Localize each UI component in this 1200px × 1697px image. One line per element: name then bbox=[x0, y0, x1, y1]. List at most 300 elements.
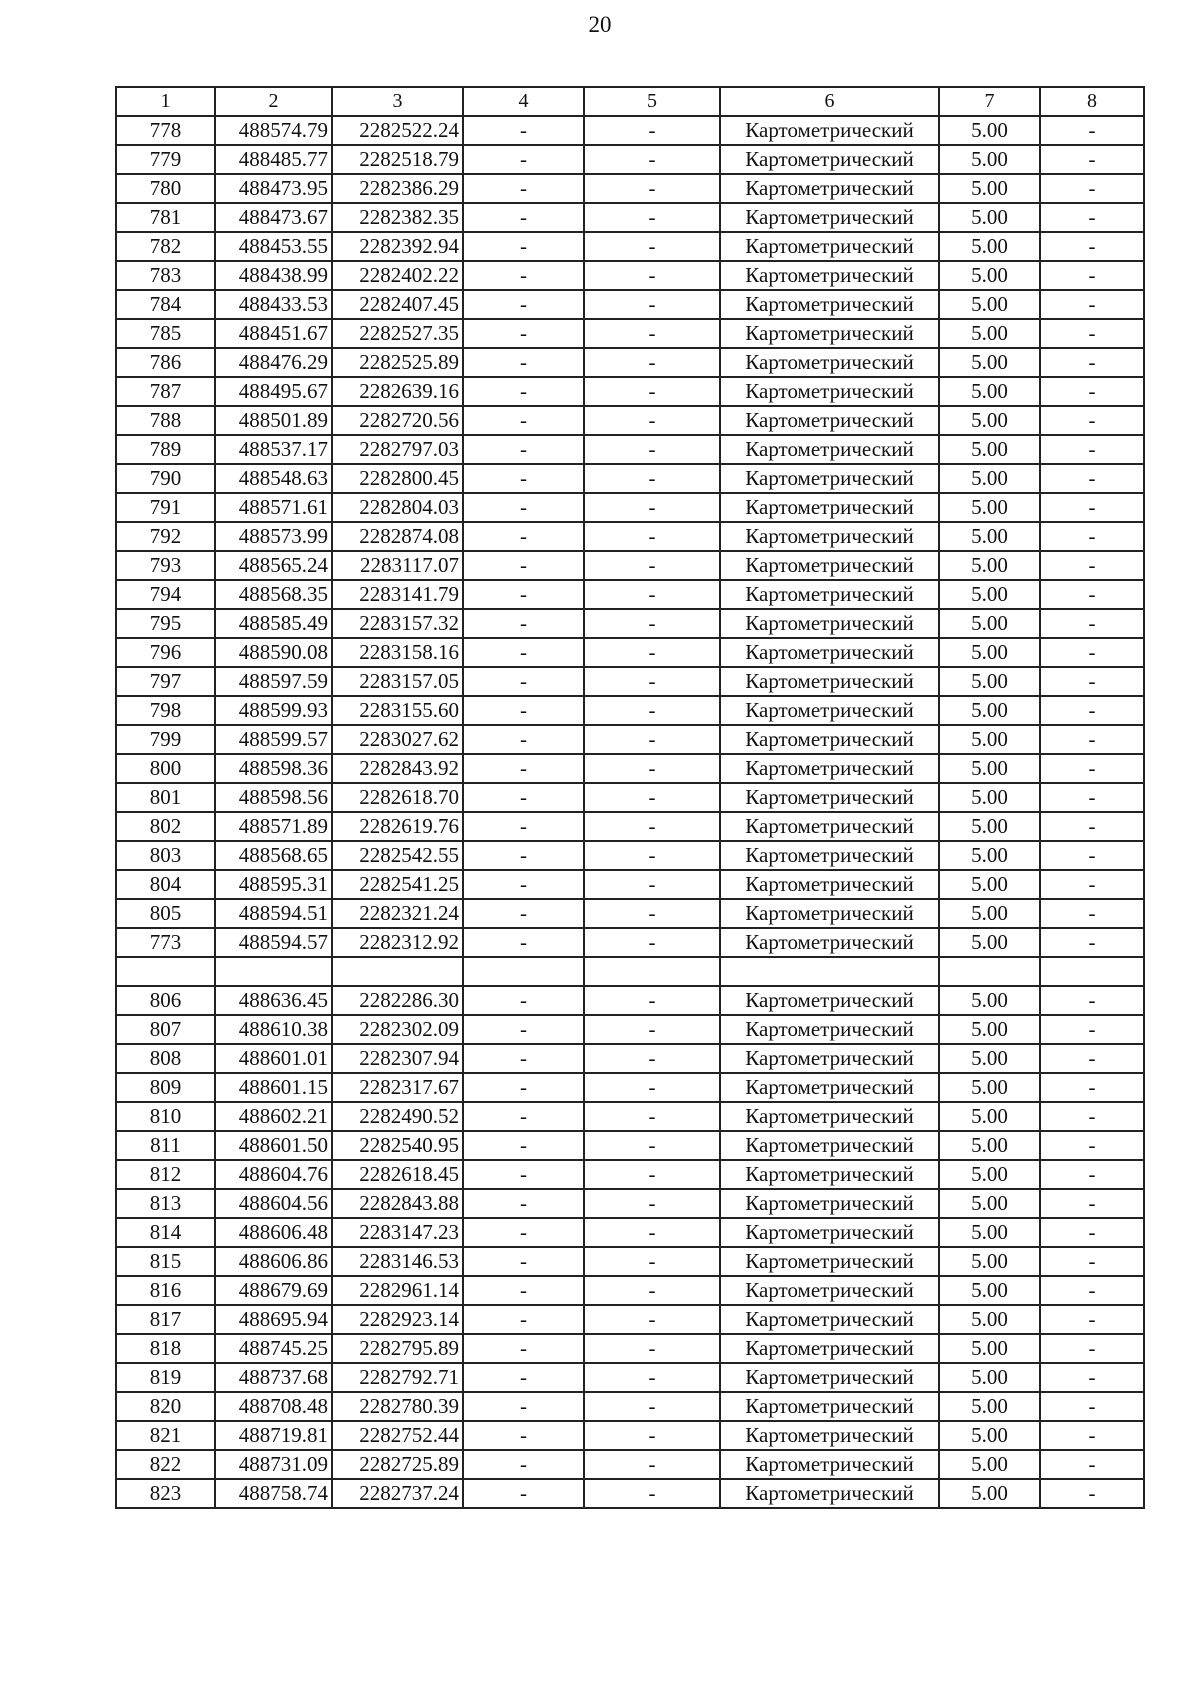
cell-point-number: 800 bbox=[116, 754, 215, 783]
table-row bbox=[116, 261, 1144, 290]
cell-col-5: - bbox=[584, 116, 720, 145]
cell-accuracy: 5.00 bbox=[939, 464, 1040, 493]
cell-y-coordinate: 2282792.71 bbox=[332, 1363, 463, 1392]
cell-y-coordinate: 2282752.44 bbox=[332, 1421, 463, 1450]
cell-point-number: 785 bbox=[116, 319, 215, 348]
cell-accuracy: 5.00 bbox=[939, 1479, 1040, 1508]
cell-x-coordinate: 488473.67 bbox=[215, 203, 332, 232]
cell-method: Картометрический bbox=[720, 870, 939, 899]
column-header-2: 2 bbox=[215, 87, 332, 116]
cell-point-number: 782 bbox=[116, 232, 215, 261]
cell-col-8: - bbox=[1040, 1073, 1144, 1102]
cell-x-coordinate: 488745.25 bbox=[215, 1334, 332, 1363]
cell-col-4: - bbox=[463, 1450, 584, 1479]
cell-method bbox=[720, 957, 939, 986]
cell-method: Картометрический bbox=[720, 725, 939, 754]
cell-method: Картометрический bbox=[720, 406, 939, 435]
cell-x-coordinate: 488594.51 bbox=[215, 899, 332, 928]
cell-col-4: - bbox=[463, 348, 584, 377]
cell-y-coordinate: 2282321.24 bbox=[332, 899, 463, 928]
cell-y-coordinate: 2283147.23 bbox=[332, 1218, 463, 1247]
column-header-3: 3 bbox=[332, 87, 463, 116]
table-row bbox=[116, 957, 1144, 986]
cell-col-8: - bbox=[1040, 1276, 1144, 1305]
cell-accuracy: 5.00 bbox=[939, 348, 1040, 377]
cell-col-8: - bbox=[1040, 667, 1144, 696]
cell-point-number: 804 bbox=[116, 870, 215, 899]
cell-col-4: - bbox=[463, 1218, 584, 1247]
cell-accuracy: 5.00 bbox=[939, 783, 1040, 812]
cell-x-coordinate: 488473.95 bbox=[215, 174, 332, 203]
cell-y-coordinate: 2282800.45 bbox=[332, 464, 463, 493]
cell-method: Картометрический bbox=[720, 638, 939, 667]
cell-method: Картометрический bbox=[720, 754, 939, 783]
cell-x-coordinate: 488695.94 bbox=[215, 1305, 332, 1334]
table-row bbox=[116, 1015, 1144, 1044]
cell-y-coordinate: 2282961.14 bbox=[332, 1276, 463, 1305]
cell-method: Картометрический bbox=[720, 522, 939, 551]
cell-accuracy: 5.00 bbox=[939, 1450, 1040, 1479]
cell-method: Картометрический bbox=[720, 812, 939, 841]
cell-col-8: - bbox=[1040, 145, 1144, 174]
cell-col-8: - bbox=[1040, 870, 1144, 899]
cell-col-8: - bbox=[1040, 290, 1144, 319]
cell-x-coordinate: 488604.76 bbox=[215, 1160, 332, 1189]
cell-x-coordinate: 488568.35 bbox=[215, 580, 332, 609]
cell-accuracy: 5.00 bbox=[939, 1305, 1040, 1334]
cell-x-coordinate: 488568.65 bbox=[215, 841, 332, 870]
cell-accuracy: 5.00 bbox=[939, 203, 1040, 232]
cell-y-coordinate: 2282619.76 bbox=[332, 812, 463, 841]
cell-col-8: - bbox=[1040, 1392, 1144, 1421]
table-row bbox=[116, 406, 1144, 435]
cell-x-coordinate: 488606.86 bbox=[215, 1247, 332, 1276]
cell-method: Картометрический bbox=[720, 1479, 939, 1508]
table-row bbox=[116, 435, 1144, 464]
table-row bbox=[116, 1276, 1144, 1305]
cell-y-coordinate: 2282639.16 bbox=[332, 377, 463, 406]
cell-col-5: - bbox=[584, 1392, 720, 1421]
cell-col-8: - bbox=[1040, 580, 1144, 609]
cell-method: Картометрический bbox=[720, 1218, 939, 1247]
cell-point-number: 823 bbox=[116, 1479, 215, 1508]
cell-accuracy: 5.00 bbox=[939, 1073, 1040, 1102]
cell-accuracy: 5.00 bbox=[939, 812, 1040, 841]
cell-point-number: 819 bbox=[116, 1363, 215, 1392]
cell-accuracy: 5.00 bbox=[939, 667, 1040, 696]
cell-col-8: - bbox=[1040, 261, 1144, 290]
cell-col-4: - bbox=[463, 1479, 584, 1508]
cell-method: Картометрический bbox=[720, 1392, 939, 1421]
cell-col-4: - bbox=[463, 551, 584, 580]
cell-col-5: - bbox=[584, 232, 720, 261]
cell-y-coordinate: 2282312.92 bbox=[332, 928, 463, 957]
cell-col-4 bbox=[463, 957, 584, 986]
cell-accuracy: 5.00 bbox=[939, 928, 1040, 957]
cell-accuracy: 5.00 bbox=[939, 1363, 1040, 1392]
cell-col-5: - bbox=[584, 899, 720, 928]
cell-y-coordinate: 2282382.35 bbox=[332, 203, 463, 232]
cell-point-number: 786 bbox=[116, 348, 215, 377]
cell-col-8: - bbox=[1040, 232, 1144, 261]
cell-x-coordinate: 488495.67 bbox=[215, 377, 332, 406]
column-header-5: 5 bbox=[584, 87, 720, 116]
cell-accuracy: 5.00 bbox=[939, 522, 1040, 551]
cell-x-coordinate: 488438.99 bbox=[215, 261, 332, 290]
table-row bbox=[116, 1305, 1144, 1334]
cell-point-number: 793 bbox=[116, 551, 215, 580]
cell-x-coordinate: 488451.67 bbox=[215, 319, 332, 348]
cell-col-4: - bbox=[463, 1160, 584, 1189]
table-row bbox=[116, 377, 1144, 406]
cell-y-coordinate: 2282302.09 bbox=[332, 1015, 463, 1044]
cell-point-number: 779 bbox=[116, 145, 215, 174]
cell-method: Картометрический bbox=[720, 580, 939, 609]
cell-col-4: - bbox=[463, 1247, 584, 1276]
cell-method: Картометрический bbox=[720, 1450, 939, 1479]
cell-accuracy: 5.00 bbox=[939, 174, 1040, 203]
cell-method: Картометрический bbox=[720, 1102, 939, 1131]
cell-method: Картометрический bbox=[720, 986, 939, 1015]
table-row bbox=[116, 551, 1144, 580]
cell-y-coordinate: 2283141.79 bbox=[332, 580, 463, 609]
cell-point-number: 796 bbox=[116, 638, 215, 667]
table-row bbox=[116, 1102, 1144, 1131]
cell-accuracy: 5.00 bbox=[939, 580, 1040, 609]
cell-col-8: - bbox=[1040, 754, 1144, 783]
cell-col-4: - bbox=[463, 580, 584, 609]
cell-col-5: - bbox=[584, 783, 720, 812]
cell-col-8: - bbox=[1040, 1102, 1144, 1131]
table-row bbox=[116, 1247, 1144, 1276]
cell-y-coordinate: 2282797.03 bbox=[332, 435, 463, 464]
cell-col-8: - bbox=[1040, 522, 1144, 551]
cell-x-coordinate: 488585.49 bbox=[215, 609, 332, 638]
cell-point-number: 814 bbox=[116, 1218, 215, 1247]
cell-col-4: - bbox=[463, 1334, 584, 1363]
cell-col-5: - bbox=[584, 1160, 720, 1189]
cell-col-5: - bbox=[584, 1189, 720, 1218]
cell-accuracy: 5.00 bbox=[939, 870, 1040, 899]
cell-col-5: - bbox=[584, 870, 720, 899]
table-row bbox=[116, 1334, 1144, 1363]
cell-y-coordinate: 2282317.67 bbox=[332, 1073, 463, 1102]
cell-accuracy: 5.00 bbox=[939, 493, 1040, 522]
table-row bbox=[116, 464, 1144, 493]
cell-point-number: 773 bbox=[116, 928, 215, 957]
cell-col-4: - bbox=[463, 1421, 584, 1450]
cell-accuracy bbox=[939, 957, 1040, 986]
cell-x-coordinate: 488708.48 bbox=[215, 1392, 332, 1421]
cell-y-coordinate: 2283155.60 bbox=[332, 696, 463, 725]
cell-method: Картометрический bbox=[720, 1160, 939, 1189]
cell-point-number: 805 bbox=[116, 899, 215, 928]
cell-col-8: - bbox=[1040, 638, 1144, 667]
cell-col-4: - bbox=[463, 522, 584, 551]
cell-y-coordinate: 2282737.24 bbox=[332, 1479, 463, 1508]
cell-col-4: - bbox=[463, 406, 584, 435]
table-row bbox=[116, 1189, 1144, 1218]
cell-y-coordinate: 2282525.89 bbox=[332, 348, 463, 377]
cell-point-number: 816 bbox=[116, 1276, 215, 1305]
cell-y-coordinate: 2282402.22 bbox=[332, 261, 463, 290]
cell-col-5: - bbox=[584, 174, 720, 203]
cell-col-4: - bbox=[463, 812, 584, 841]
cell-col-8: - bbox=[1040, 1131, 1144, 1160]
cell-col-4: - bbox=[463, 203, 584, 232]
cell-point-number: 780 bbox=[116, 174, 215, 203]
cell-y-coordinate: 2282618.70 bbox=[332, 783, 463, 812]
cell-col-5: - bbox=[584, 203, 720, 232]
cell-col-8: - bbox=[1040, 928, 1144, 957]
cell-col-8: - bbox=[1040, 1015, 1144, 1044]
cell-x-coordinate: 488606.48 bbox=[215, 1218, 332, 1247]
cell-point-number: 787 bbox=[116, 377, 215, 406]
table-row bbox=[116, 1073, 1144, 1102]
cell-col-4: - bbox=[463, 725, 584, 754]
cell-point-number: 803 bbox=[116, 841, 215, 870]
cell-col-5: - bbox=[584, 493, 720, 522]
cell-point-number: 811 bbox=[116, 1131, 215, 1160]
cell-method: Картометрический bbox=[720, 609, 939, 638]
cell-accuracy: 5.00 bbox=[939, 290, 1040, 319]
cell-col-5: - bbox=[584, 377, 720, 406]
table-row bbox=[116, 580, 1144, 609]
cell-col-8 bbox=[1040, 957, 1144, 986]
cell-accuracy: 5.00 bbox=[939, 986, 1040, 1015]
cell-col-4: - bbox=[463, 145, 584, 174]
cell-col-8: - bbox=[1040, 1421, 1144, 1450]
cell-col-5: - bbox=[584, 1334, 720, 1363]
cell-col-5: - bbox=[584, 1247, 720, 1276]
cell-y-coordinate: 2282542.55 bbox=[332, 841, 463, 870]
cell-col-8: - bbox=[1040, 493, 1144, 522]
cell-y-coordinate: 2282527.35 bbox=[332, 319, 463, 348]
table-row bbox=[116, 783, 1144, 812]
cell-point-number: 801 bbox=[116, 783, 215, 812]
cell-col-8: - bbox=[1040, 174, 1144, 203]
cell-y-coordinate: 2282804.03 bbox=[332, 493, 463, 522]
cell-y-coordinate: 2283117.07 bbox=[332, 551, 463, 580]
table-row bbox=[116, 638, 1144, 667]
table-row bbox=[116, 1479, 1144, 1508]
cell-col-4: - bbox=[463, 174, 584, 203]
cell-col-8: - bbox=[1040, 464, 1144, 493]
cell-method: Картометрический bbox=[720, 290, 939, 319]
column-header-1: 1 bbox=[116, 87, 215, 116]
cell-y-coordinate: 2282541.25 bbox=[332, 870, 463, 899]
cell-col-8: - bbox=[1040, 203, 1144, 232]
cell-point-number: 810 bbox=[116, 1102, 215, 1131]
cell-y-coordinate: 2282540.95 bbox=[332, 1131, 463, 1160]
table-row bbox=[116, 1160, 1144, 1189]
cell-accuracy: 5.00 bbox=[939, 1392, 1040, 1421]
cell-method: Картометрический bbox=[720, 1131, 939, 1160]
cell-col-4: - bbox=[463, 1189, 584, 1218]
cell-x-coordinate: 488453.55 bbox=[215, 232, 332, 261]
cell-col-4: - bbox=[463, 986, 584, 1015]
cell-col-5: - bbox=[584, 1015, 720, 1044]
cell-point-number: 789 bbox=[116, 435, 215, 464]
table-row bbox=[116, 696, 1144, 725]
cell-col-5: - bbox=[584, 1102, 720, 1131]
cell-accuracy: 5.00 bbox=[939, 899, 1040, 928]
cell-method: Картометрический bbox=[720, 696, 939, 725]
cell-point-number bbox=[116, 957, 215, 986]
cell-col-5: - bbox=[584, 928, 720, 957]
cell-point-number: 791 bbox=[116, 493, 215, 522]
cell-col-8: - bbox=[1040, 1363, 1144, 1392]
cell-accuracy: 5.00 bbox=[939, 435, 1040, 464]
cell-point-number: 792 bbox=[116, 522, 215, 551]
cell-y-coordinate: 2282923.14 bbox=[332, 1305, 463, 1334]
cell-y-coordinate: 2282522.24 bbox=[332, 116, 463, 145]
cell-col-4: - bbox=[463, 1044, 584, 1073]
cell-method: Картометрический bbox=[720, 174, 939, 203]
cell-y-coordinate: 2282843.88 bbox=[332, 1189, 463, 1218]
cell-col-5: - bbox=[584, 841, 720, 870]
cell-accuracy: 5.00 bbox=[939, 1247, 1040, 1276]
cell-accuracy: 5.00 bbox=[939, 1276, 1040, 1305]
cell-x-coordinate: 488636.45 bbox=[215, 986, 332, 1015]
cell-x-coordinate: 488604.56 bbox=[215, 1189, 332, 1218]
cell-point-number: 815 bbox=[116, 1247, 215, 1276]
cell-col-8: - bbox=[1040, 1305, 1144, 1334]
cell-col-8: - bbox=[1040, 609, 1144, 638]
cell-x-coordinate: 488573.99 bbox=[215, 522, 332, 551]
cell-point-number: 809 bbox=[116, 1073, 215, 1102]
cell-col-4: - bbox=[463, 232, 584, 261]
cell-x-coordinate: 488602.21 bbox=[215, 1102, 332, 1131]
cell-y-coordinate: 2283158.16 bbox=[332, 638, 463, 667]
table-row bbox=[116, 1450, 1144, 1479]
table-row bbox=[116, 1421, 1144, 1450]
cell-method: Картометрический bbox=[720, 899, 939, 928]
table-row bbox=[116, 609, 1144, 638]
cell-method: Картометрический bbox=[720, 1044, 939, 1073]
cell-y-coordinate: 2282392.94 bbox=[332, 232, 463, 261]
cell-x-coordinate: 488737.68 bbox=[215, 1363, 332, 1392]
table-row bbox=[116, 1044, 1144, 1073]
cell-point-number: 799 bbox=[116, 725, 215, 754]
cell-point-number: 806 bbox=[116, 986, 215, 1015]
table-row bbox=[116, 812, 1144, 841]
cell-col-8: - bbox=[1040, 1479, 1144, 1508]
cell-accuracy: 5.00 bbox=[939, 232, 1040, 261]
cell-col-4: - bbox=[463, 1305, 584, 1334]
cell-col-8: - bbox=[1040, 1334, 1144, 1363]
cell-col-4: - bbox=[463, 116, 584, 145]
cell-accuracy: 5.00 bbox=[939, 696, 1040, 725]
cell-col-8: - bbox=[1040, 116, 1144, 145]
cell-col-5: - bbox=[584, 406, 720, 435]
table-row bbox=[116, 870, 1144, 899]
cell-method: Картометрический bbox=[720, 1276, 939, 1305]
cell-col-4: - bbox=[463, 1363, 584, 1392]
cell-method: Картометрический bbox=[720, 1073, 939, 1102]
cell-x-coordinate: 488758.74 bbox=[215, 1479, 332, 1508]
cell-col-5: - bbox=[584, 696, 720, 725]
cell-col-5: - bbox=[584, 754, 720, 783]
cell-col-4: - bbox=[463, 696, 584, 725]
cell-col-8: - bbox=[1040, 783, 1144, 812]
cell-y-coordinate: 2282286.30 bbox=[332, 986, 463, 1015]
cell-col-8: - bbox=[1040, 377, 1144, 406]
table-row bbox=[116, 522, 1144, 551]
table-body bbox=[116, 116, 1144, 1508]
table-row bbox=[116, 667, 1144, 696]
cell-point-number: 812 bbox=[116, 1160, 215, 1189]
cell-col-5: - bbox=[584, 1363, 720, 1392]
coordinates-table bbox=[115, 86, 1145, 1509]
cell-y-coordinate: 2282780.39 bbox=[332, 1392, 463, 1421]
cell-point-number: 807 bbox=[116, 1015, 215, 1044]
cell-method: Картометрический bbox=[720, 116, 939, 145]
cell-y-coordinate: 2282843.92 bbox=[332, 754, 463, 783]
cell-accuracy: 5.00 bbox=[939, 1160, 1040, 1189]
cell-accuracy: 5.00 bbox=[939, 841, 1040, 870]
cell-x-coordinate: 488590.08 bbox=[215, 638, 332, 667]
cell-col-4: - bbox=[463, 377, 584, 406]
cell-method: Картометрический bbox=[720, 928, 939, 957]
cell-x-coordinate: 488594.57 bbox=[215, 928, 332, 957]
table-row bbox=[116, 145, 1144, 174]
cell-col-4: - bbox=[463, 754, 584, 783]
cell-point-number: 820 bbox=[116, 1392, 215, 1421]
cell-point-number: 802 bbox=[116, 812, 215, 841]
cell-point-number: 778 bbox=[116, 116, 215, 145]
cell-accuracy: 5.00 bbox=[939, 1015, 1040, 1044]
cell-x-coordinate: 488571.89 bbox=[215, 812, 332, 841]
cell-x-coordinate: 488476.29 bbox=[215, 348, 332, 377]
table-row bbox=[116, 754, 1144, 783]
cell-accuracy: 5.00 bbox=[939, 1218, 1040, 1247]
cell-point-number: 797 bbox=[116, 667, 215, 696]
cell-col-4: - bbox=[463, 638, 584, 667]
cell-col-5: - bbox=[584, 1073, 720, 1102]
cell-y-coordinate: 2282618.45 bbox=[332, 1160, 463, 1189]
cell-col-8: - bbox=[1040, 406, 1144, 435]
cell-col-4: - bbox=[463, 1131, 584, 1160]
cell-col-8: - bbox=[1040, 1044, 1144, 1073]
cell-point-number: 818 bbox=[116, 1334, 215, 1363]
table-row bbox=[116, 986, 1144, 1015]
cell-x-coordinate: 488610.38 bbox=[215, 1015, 332, 1044]
cell-method: Картометрический bbox=[720, 435, 939, 464]
cell-col-8: - bbox=[1040, 812, 1144, 841]
cell-method: Картометрический bbox=[720, 319, 939, 348]
cell-method: Картометрический bbox=[720, 348, 939, 377]
cell-col-5: - bbox=[584, 812, 720, 841]
cell-accuracy: 5.00 bbox=[939, 1189, 1040, 1218]
cell-col-5: - bbox=[584, 1044, 720, 1073]
cell-x-coordinate: 488433.53 bbox=[215, 290, 332, 319]
cell-col-5: - bbox=[584, 290, 720, 319]
cell-x-coordinate: 488601.15 bbox=[215, 1073, 332, 1102]
cell-col-8: - bbox=[1040, 1450, 1144, 1479]
cell-col-4: - bbox=[463, 1392, 584, 1421]
cell-x-coordinate: 488731.09 bbox=[215, 1450, 332, 1479]
cell-point-number: 790 bbox=[116, 464, 215, 493]
cell-accuracy: 5.00 bbox=[939, 145, 1040, 174]
cell-point-number: 821 bbox=[116, 1421, 215, 1450]
table-row bbox=[116, 1363, 1144, 1392]
cell-method: Картометрический bbox=[720, 1189, 939, 1218]
cell-x-coordinate bbox=[215, 957, 332, 986]
cell-col-4: - bbox=[463, 667, 584, 696]
cell-col-5: - bbox=[584, 1276, 720, 1305]
cell-point-number: 822 bbox=[116, 1450, 215, 1479]
